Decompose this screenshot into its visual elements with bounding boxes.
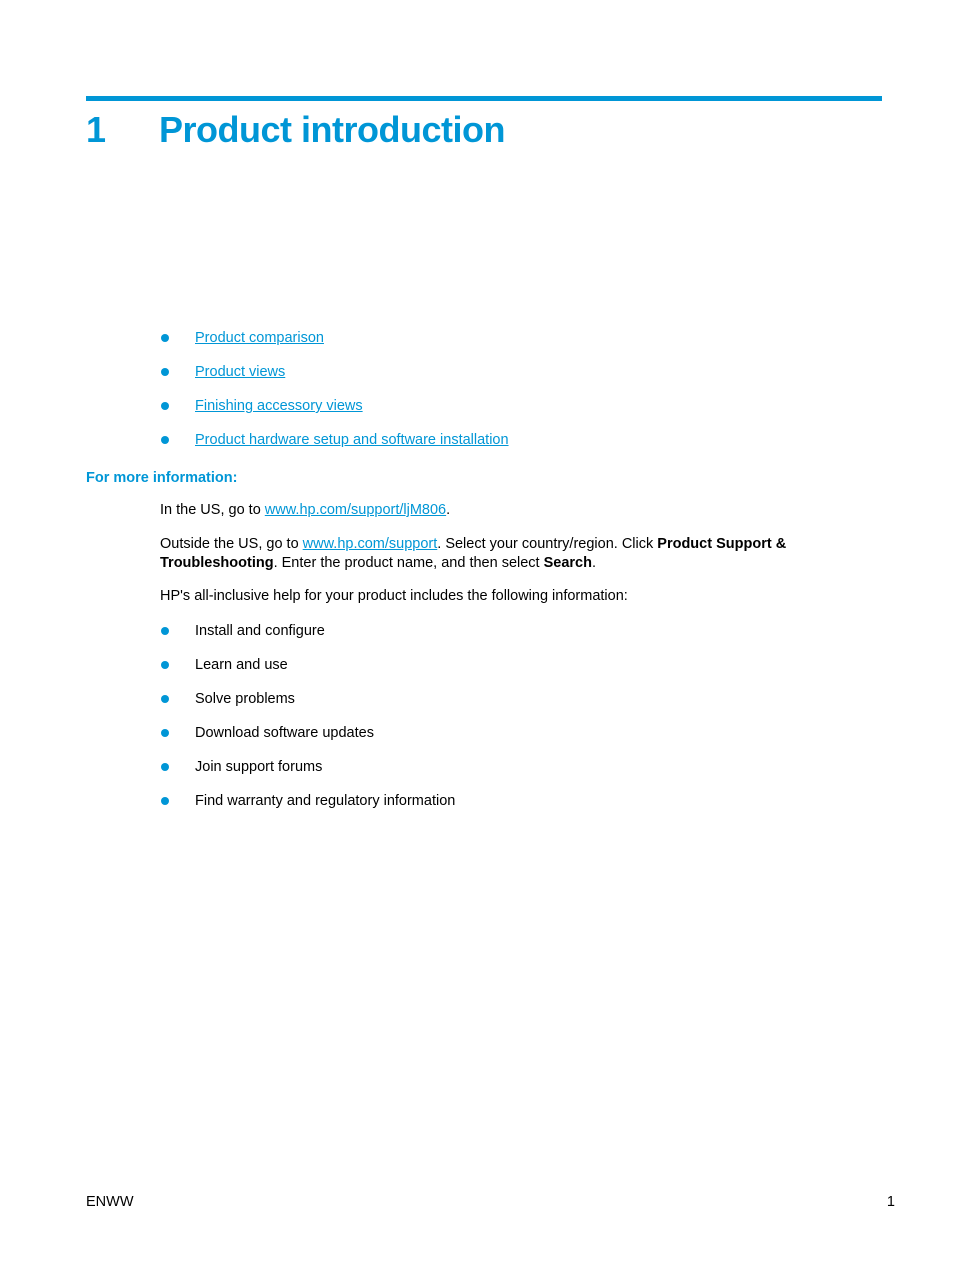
- outside-support-link[interactable]: www.hp.com/support: [302, 536, 438, 552]
- page-title: Product introduction: [159, 109, 505, 150]
- bullet-icon: [161, 402, 169, 410]
- link-product-views[interactable]: Product views: [195, 364, 286, 380]
- list-item: [160, 396, 509, 430]
- us-support-paragraph: [160, 501, 860, 520]
- list-item: [160, 328, 509, 362]
- link-finishing-accessory-views[interactable]: Finishing accessory views: [195, 398, 363, 414]
- link-product-comparison[interactable]: Product comparison: [195, 330, 324, 346]
- more-info-heading: For more information:: [86, 470, 238, 486]
- help-items-list: [160, 621, 455, 825]
- bullet-icon: [161, 797, 169, 805]
- outside-mid-text: . Select your country/region. Click: [437, 536, 658, 552]
- us-support-link[interactable]: www.hp.com/support/ljM806: [264, 502, 447, 518]
- bullet-icon: [161, 695, 169, 703]
- link-hardware-setup[interactable]: Product hardware setup and software installation: [195, 432, 509, 448]
- search-label: Search: [543, 555, 592, 571]
- list-item: [160, 791, 455, 825]
- us-prefix-text: In the US, go to: [160, 502, 265, 518]
- list-item: [160, 430, 509, 464]
- list-item: [160, 655, 455, 689]
- outside-mid2-text: . Enter the product name, and then select: [273, 555, 544, 571]
- outside-suffix-text: .: [591, 555, 597, 571]
- list-item: [160, 689, 455, 723]
- help-intro-paragraph: HP's all-inclusive help for your product includes the following information:: [160, 588, 628, 604]
- chapter-rule: [86, 96, 882, 101]
- bullet-icon: [161, 334, 169, 342]
- bullet-icon: [161, 661, 169, 669]
- chapter-links-list: [160, 328, 509, 464]
- us-suffix-text: .: [446, 502, 451, 518]
- product-support-label: Product Support & Troubleshooting: [160, 536, 787, 571]
- list-item: [160, 621, 455, 655]
- footer-label: ENWW: [86, 1194, 134, 1210]
- bullet-icon: [161, 763, 169, 771]
- page-number: 1: [886, 1194, 895, 1210]
- help-item-label: Join support forums: [195, 759, 323, 775]
- chapter-number: 1: [86, 109, 107, 150]
- help-item-label: Find warranty and regulatory information: [195, 793, 456, 809]
- outside-us-paragraph: [160, 535, 860, 573]
- help-item-label: Solve problems: [195, 691, 295, 707]
- bullet-icon: [161, 729, 169, 737]
- bullet-icon: [161, 368, 169, 376]
- list-item: [160, 362, 509, 396]
- bullet-icon: [161, 436, 169, 444]
- help-item-label: Learn and use: [195, 657, 288, 673]
- list-item: [160, 757, 455, 791]
- list-item: [160, 723, 455, 757]
- help-item-label: Download software updates: [195, 725, 374, 741]
- bullet-icon: [161, 627, 169, 635]
- help-item-label: Install and configure: [195, 623, 325, 639]
- outside-prefix-text: Outside the US, go to: [160, 536, 303, 552]
